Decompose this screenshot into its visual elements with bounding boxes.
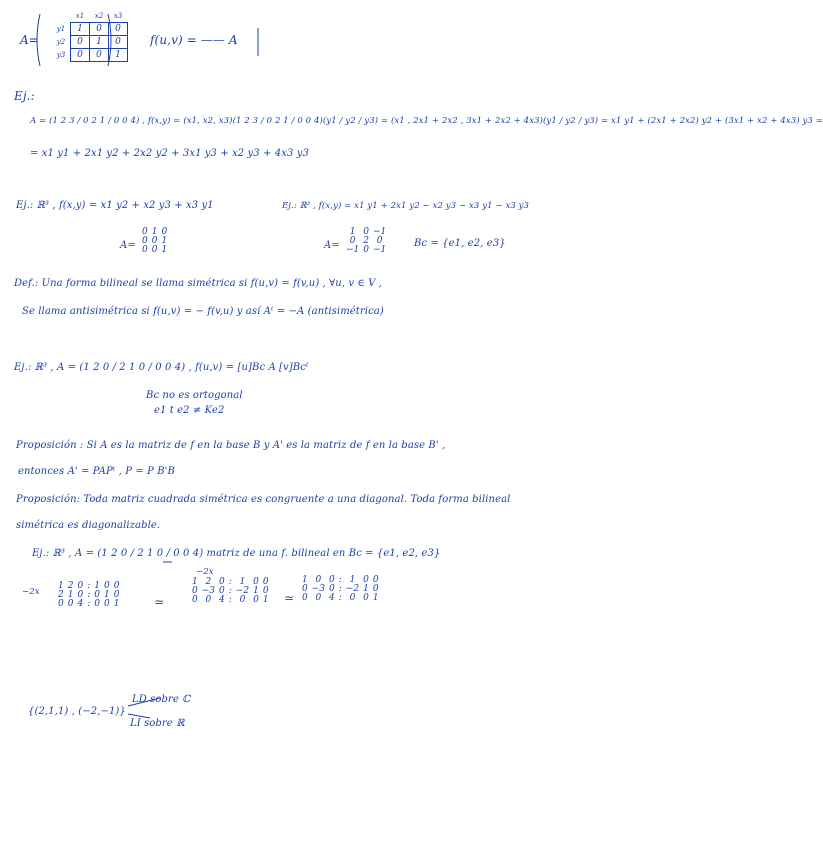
m-cell: 0 [142,236,148,246]
m-cell: 0 [349,236,356,246]
m-cell: 4 [77,599,84,609]
col-label: x2 [94,11,104,20]
m-cell: 0 [58,599,64,609]
m-cell: 0 [329,575,335,585]
matrix-table [190,578,271,605]
m-cell: 1 [253,586,259,596]
ej4-text: Ej.: ℝ³ , A = (1 2 0 / 2 1 0 / 0 0 4) matriz de una f. bilineal en Bc = {e1, e2, e3} [32,548,441,559]
m-cell: 0 [151,236,158,246]
ej1-line2: = x1 y1 + 2x1 y2 + 2x2 y2 + 3x1 y3 + x2 y3 + 4x3 y3 [30,148,309,159]
m-cell: 0 [363,245,370,255]
ej2-left-a: A= [120,240,136,251]
m-cell: 0 [77,581,84,591]
m-cell: 1 [58,581,64,591]
m-cell: 0 [363,227,370,237]
m-cell: : [87,599,91,609]
grid-cell: 0 [71,36,90,49]
col-label: x1 [75,11,85,20]
m-cell: −3 [311,584,326,594]
m-cell: 1 [262,595,269,605]
prop2-line1: Proposición: Toda matriz cuadrada simétrica es congruente a una diagonal. Toda forma bilineal [16,494,511,505]
m-cell: 0 [376,236,383,246]
m-cell: 0 [192,586,198,596]
m-cell: 1 [239,577,246,587]
m-cell: 1 [161,245,168,255]
m-cell: 0 [219,586,225,596]
m-cell: 0 [142,245,148,255]
bottom-set: {(2,1,1) , (−2,−1)} [28,706,126,717]
ej2-left-matrix [140,228,169,255]
m-cell: 4 [329,593,335,603]
m-cell: 0 [151,245,158,255]
m-cell: 0 [253,577,259,587]
m-cell: 2 [58,590,64,600]
approx-sign: ≃ [284,591,295,605]
grid-cell: 0 [71,49,90,62]
ej2-right-matrix [344,228,388,255]
ej2-basis: Bc = {e1, e2, e3} [414,238,506,249]
grid-cell: 0 [90,23,109,36]
m-cell: 0 [67,599,74,609]
approx-sign: ≃ [154,595,165,609]
m-cell: 1 [372,593,379,603]
grid-cell: 0 [109,23,128,36]
grid-cell: 0 [90,49,109,62]
m-cell: 0 [94,599,100,609]
m-cell: 0 [253,595,259,605]
m-cell: 0 [302,593,308,603]
m-cell: −1 [373,245,387,255]
row-label: y2 [56,37,66,46]
m-cell: 0 [262,577,269,587]
a-label: A= [20,33,39,47]
m-cell: : [228,586,232,596]
bottom-li: LI sobre ℝ [130,718,185,729]
def-line2: Se llama antisimétrica si f(u,v) = − f(v,u) y así Aᵗ = −A (antisimétrica) [22,306,384,317]
m-cell: 1 [349,227,356,237]
m-cell: 4 [219,595,225,605]
m-cell: 0 [363,593,369,603]
ej3-note2: e1 t e2 ≠ Ke2 [154,405,225,416]
m-cell: 0 [113,590,120,600]
m-cell: 0 [94,590,100,600]
m-cell: 0 [262,586,269,596]
matrix-table [300,576,381,603]
m-cell: : [87,590,91,600]
bottom-ld: LD sobre ℂ [132,694,191,705]
m-cell: 0 [329,584,335,594]
ej3-note1: Bc no es ortogonal [146,390,243,401]
m-cell: 1 [94,581,100,591]
grid-cell: 1 [90,36,109,49]
m-cell: 1 [103,590,110,600]
m-cell: 2 [205,577,212,587]
m-cell: 0 [219,577,225,587]
m-cell: 1 [302,575,308,585]
m-cell: 0 [103,599,110,609]
prop1-line1: Proposición : Si A es la matriz de f en la base B y A' es la matriz de f en la base B' , [16,440,446,451]
ej2-left: Ej.: ℝ³ , f(x,y) = x1 y2 + x2 y3 + x3 y1 [16,200,214,211]
grid-cell: 1 [71,23,90,36]
m-cell: 1 [67,590,74,600]
m-cell: 2 [67,581,74,591]
col-label: x3 [113,11,123,20]
m-cell: 0 [77,590,84,600]
ej4-matrix-2 [190,578,271,605]
ej1-label: Ej.: [14,89,35,103]
m-cell: 0 [113,581,120,591]
ej2-right: Ej.: ℝ³ , f(x,y) = x1 y1 + 2x1 y2 − x2 y3 − x3 y1 − x3 y3 [282,201,530,211]
ej1-line1: A = (1 2 3 / 0 2 1 / 0 0 4) , f(x,y) = (x1, x2, x3)(1 2 3 / 0 2 1 / 0 0 4)(y1 / y2 / y3) = (x1 , 2x1 + 2x2 , 3x1 + 2x2 + 4x3)(y1 / y2 / y3) = x1 y1 + (2x1 + 2x2) y2 + (3x1 + x2 + 4x3) y3 = [30,116,823,126]
m-cell: 0 [103,581,110,591]
m-cell: −1 [346,245,360,255]
m-cell: 0 [363,575,369,585]
matrix-table [56,582,121,609]
ej4-op-top: −2x [196,567,214,577]
m-cell: : [228,577,232,587]
m-cell: 0 [349,593,356,603]
m-cell: −3 [201,586,216,596]
m-cell: 0 [205,595,212,605]
m-cell: −1 [373,227,387,237]
ej4-matrix-3 [300,576,381,603]
m-cell: 1 [151,227,158,237]
m-cell: : [338,584,342,594]
m-cell: 0 [372,584,379,594]
m-cell: 0 [239,595,246,605]
m-cell: −2 [235,586,250,596]
ej4-op-left: −2x [22,587,40,597]
m-cell: : [338,593,342,603]
m-cell: 0 [142,227,148,237]
m-cell: 0 [315,593,322,603]
m-cell: 0 [315,575,322,585]
m-cell: 1 [161,236,168,246]
ej3-text: Ej.: ℝ³ , A = (1 2 0 / 2 1 0 / 0 0 4) , f(u,v) = [u]Bc A [v]Bcᵗ [14,362,309,373]
m-cell: : [87,581,91,591]
def-line1: Def.: Una forma bilineal se llama simétrica si f(u,v) = f(v,u) , ∀u, v ∈ V , [14,278,383,289]
f-definition: f(u,v) = —— A [150,33,238,47]
m-cell: −2 [345,584,360,594]
prop2-line2: simétrica es diagonalizable. [16,520,161,531]
m-cell: 1 [113,599,120,609]
m-cell: 0 [161,227,168,237]
m-cell: 0 [192,595,198,605]
m-cell: 0 [302,584,308,594]
ej4-matrix-1 [56,582,121,609]
ej2-right-a: A= [324,240,340,251]
m-cell: : [228,595,232,605]
row-label: y1 [56,24,66,33]
grid-cell: 0 [109,36,128,49]
prop1-line2: entonces A' = PAPᵗ , P = P B'B [18,466,175,477]
m-cell: 1 [363,584,369,594]
m-cell: 1 [349,575,356,585]
m-cell: : [338,575,342,585]
m-cell: 2 [363,236,370,246]
row-label: y3 [56,50,66,59]
m-cell: 1 [192,577,198,587]
m-cell: 0 [372,575,379,585]
grid-cell: 1 [109,49,128,62]
